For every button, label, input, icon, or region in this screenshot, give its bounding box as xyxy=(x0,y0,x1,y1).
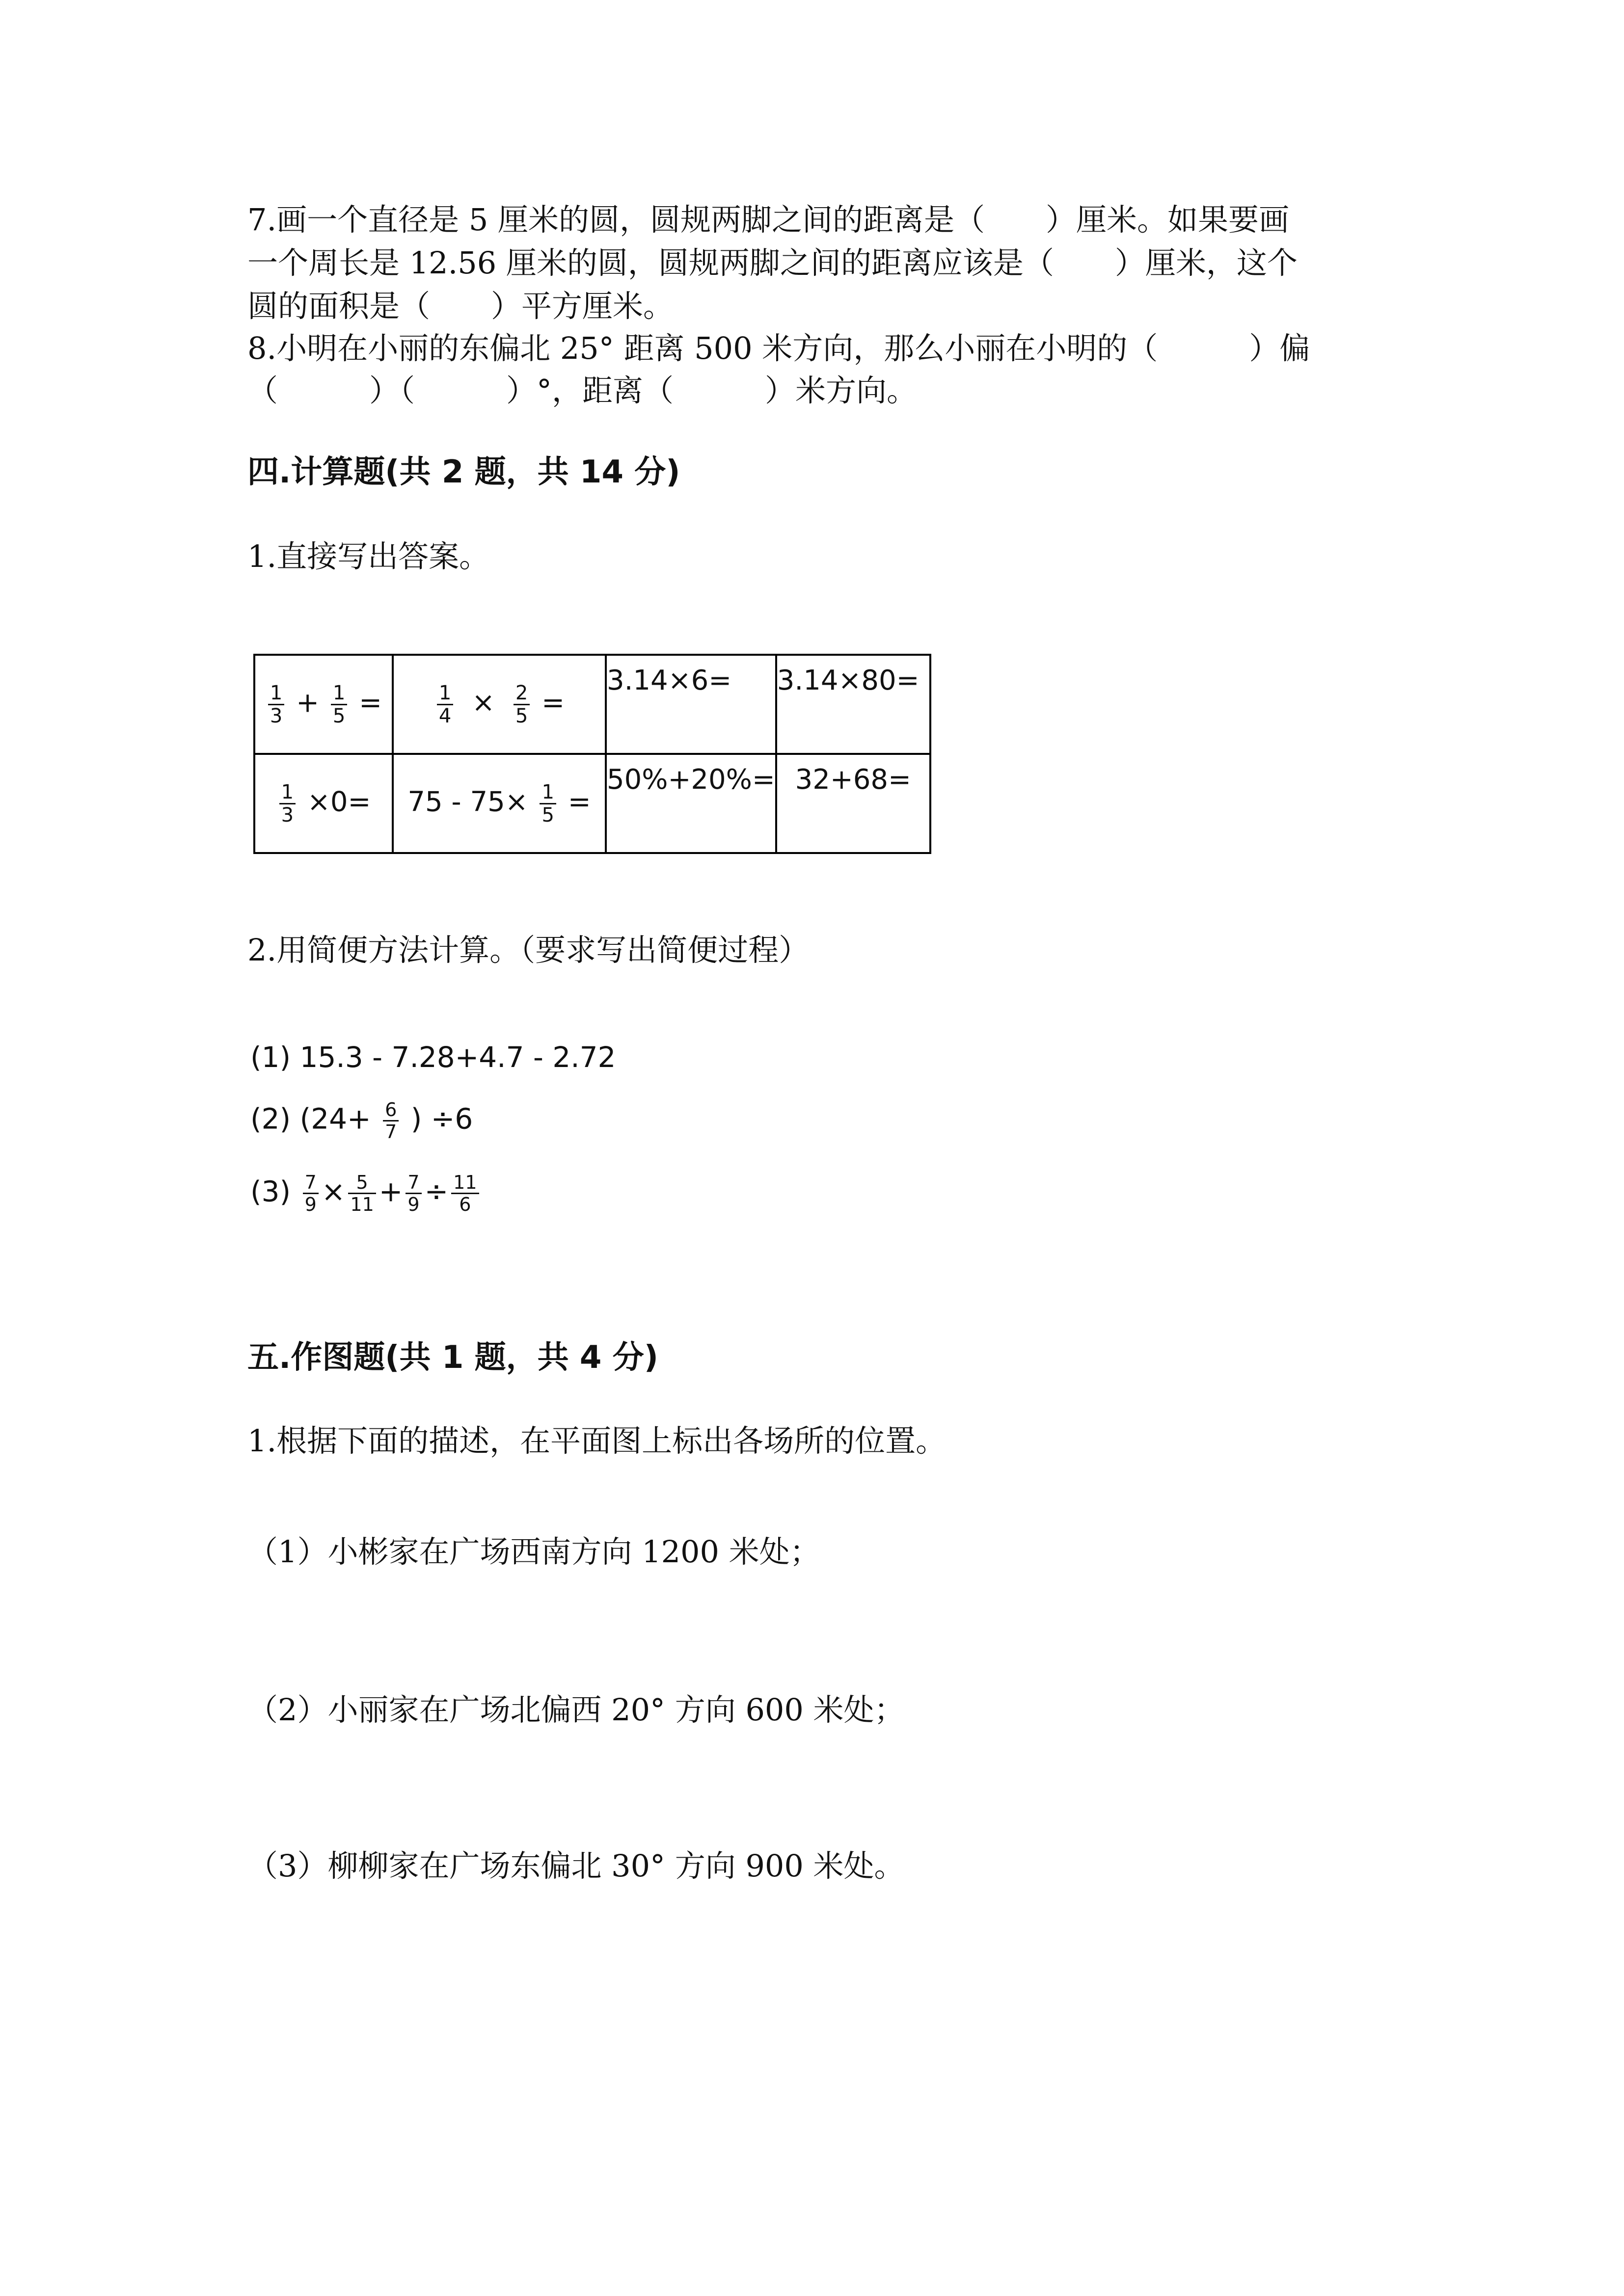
fraction: $\frac{1}{4}$ xyxy=(437,682,453,727)
equals: = xyxy=(568,786,591,818)
fraction: $\frac{1}{3}$ xyxy=(268,682,284,727)
fraction: $\frac{1}{5}$ xyxy=(331,682,347,727)
cell-text: 32+68= xyxy=(795,764,911,796)
calc-table xyxy=(253,654,931,854)
section-4-title: 四.计算题(共 2 题，共 14 分) xyxy=(247,454,680,490)
cell-text: 50%+20%= xyxy=(607,764,775,796)
operator: ÷ xyxy=(424,1175,449,1208)
expression-3 xyxy=(250,1172,482,1215)
cell-r2c2 xyxy=(393,754,606,853)
q8-line1: 8.小明在小丽的东偏北 25° 距离 500 米方向，那么小丽在小明的（ ）偏 xyxy=(247,330,1310,366)
expression-text: (3) xyxy=(250,1175,291,1208)
cell-r2c1 xyxy=(254,754,393,853)
q7-line2: 一个周长是 12.56 厘米的圆，圆规两脚之间的距离应该是（ ）厘米，这个 xyxy=(247,245,1298,281)
fraction: $\frac{1}{3}$ xyxy=(279,781,296,826)
cell-r1c4 xyxy=(776,655,930,754)
fraction: $\frac{5}{11}$ xyxy=(348,1172,376,1215)
expression-text: ) ÷6 xyxy=(410,1102,473,1136)
fraction: $\frac{7}{9}$ xyxy=(303,1172,319,1215)
section-5-s3: （3）柳柳家在广场东偏北 30° 方向 900 米处。 xyxy=(247,1848,905,1884)
cell-text: 75 - 75× xyxy=(407,786,528,818)
table-row xyxy=(254,655,930,754)
cell-text: 3.14×6= xyxy=(607,665,732,696)
fraction: $\frac{6}{7}$ xyxy=(383,1099,399,1142)
operator: + xyxy=(296,687,320,719)
q7-line3: 圆的面积是（ ）平方厘米。 xyxy=(247,288,674,324)
cell-text: 3.14×80= xyxy=(777,665,920,696)
section-4-q1: 1.直接写出答案。 xyxy=(247,538,490,574)
operator: + xyxy=(379,1175,403,1208)
fraction: $\frac{7}{9}$ xyxy=(406,1172,421,1215)
section-5-q1: 1.根据下面的描述，在平面图上标出各场所的位置。 xyxy=(247,1423,947,1459)
section-4-q2: 2.用简便方法计算。（要求写出简便过程） xyxy=(247,932,810,968)
section-5-title: 五.作图题(共 1 题，共 4 分) xyxy=(247,1339,658,1376)
equals: = xyxy=(359,687,382,719)
table-row xyxy=(254,754,930,853)
q8-line2: （ ）（ ）°，距离（ ）米方向。 xyxy=(247,373,918,408)
q7-line1: 7.画一个直径是 5 厘米的圆，圆规两脚之间的距离是（ ）厘米。如果要画 xyxy=(247,202,1290,238)
cell-r1c1 xyxy=(254,655,393,754)
expression-1 xyxy=(250,1041,616,1074)
fraction: $\frac{11}{6}$ xyxy=(451,1172,479,1215)
equals: = xyxy=(541,687,565,719)
operator: × xyxy=(321,1175,346,1208)
section-5-s2: （2）小丽家在广场北偏西 20° 方向 600 米处； xyxy=(247,1692,905,1728)
cell-r1c2 xyxy=(393,655,606,754)
expression-text: (2) (24+ xyxy=(250,1102,371,1136)
fraction: $\frac{1}{5}$ xyxy=(540,781,556,826)
section-5-s1: （1）小彬家在广场西南方向 1200 米处； xyxy=(247,1534,820,1570)
expression-text: (1) 15.3 - 7.28+4.7 - 2.72 xyxy=(250,1041,616,1074)
cell-r2c4 xyxy=(776,754,930,853)
fraction: $\frac{2}{5}$ xyxy=(514,682,530,727)
cell-r2c3 xyxy=(606,754,776,853)
expression-2 xyxy=(250,1099,473,1142)
operator: × xyxy=(472,687,495,719)
cell-r1c3 xyxy=(606,655,776,754)
cell-text: ×0= xyxy=(307,786,371,818)
